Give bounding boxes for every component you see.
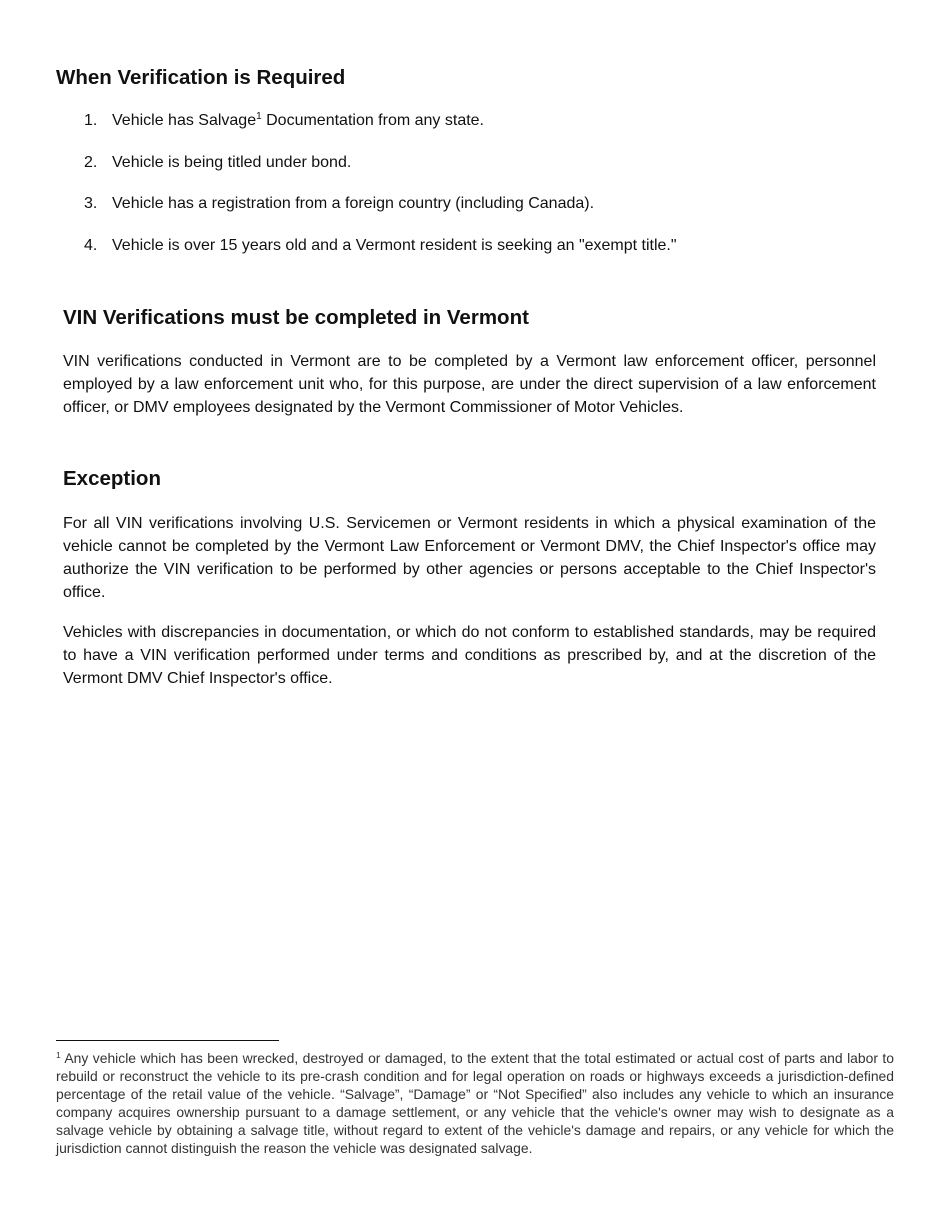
list-number: 3.	[84, 195, 98, 212]
paragraph-vermont-verifications: VIN verifications conducted in Vermont are to be completed by a Vermont law enforcement officer, personnel employed by a law enforcement unit who, for this purpose, are under the direct supervision of a law enforcement officer, or DMV employees designated by the Vermont Commissioner of Motor Vehicles.	[63, 353, 876, 416]
footnote	[56, 1049, 894, 1157]
paragraph-exception-discrepancies: Vehicles with discrepancies in documentation, or which do not conform to established standards, may be required to have a VIN verification performed under terms and conditions as prescribed by, and at the discretion of the Vermont DMV Chief Inspector's office.	[63, 624, 876, 687]
heading-vin-verifications-vermont: VIN Verifications must be completed in Vermont	[63, 306, 529, 329]
list-item-text: Vehicle has a registration from a foreign country (including Canada).	[112, 195, 595, 212]
list-number: 2.	[84, 153, 98, 171]
list-number: 1.	[84, 112, 98, 129]
heading-when-verification-required: When Verification is Required	[56, 66, 346, 89]
footnote-reference: 1	[256, 111, 262, 122]
list-item-text: Vehicle is being titled under bond.	[112, 153, 352, 171]
list-number: 4.	[84, 236, 98, 254]
paragraph-exception-servicemen: For all VIN verifications involving U.S. Servicemen or Vermont residents in which a physical examination of the vehicle cannot be completed by the Vermont Law Enforcement or Vermont DMV, the Chief Inspector's office may authorize the VIN verification to be performed by other agencies or persons acceptable to the Chief Inspector's office.	[63, 515, 876, 601]
list-item-text: Vehicle is over 15 years old and a Vermont resident is seeking an "exempt title."	[112, 236, 677, 254]
footnote-marker: 1	[56, 1050, 61, 1060]
footnote-text: Any vehicle which has been wrecked, destroyed or damaged, to the extent that the total estimated or actual cost of parts and labor to rebuild or reconstruct the vehicle to its pre-crash condition and for legal operation on roads or highways exceeds a jurisdiction-defined percentage of the retail value of the vehicle. “Salvage”, “Damage” or “Not Specified” also includes any vehicle to which an insurance company acquires ownership pursuant to a damage settlement, or any vehicle that the vehicle's owner may wish to designate as a salvage vehicle by obtaining a salvage title, without regard to extent of the vehicle's damage and repairs, or any vehicle for which the jurisdiction cannot distinguish the reason the vehicle was designated salvage.	[56, 1050, 894, 1156]
list-item-text-continued: Documentation from any state.	[261, 112, 484, 129]
footnote-divider	[56, 1040, 279, 1041]
heading-exception: Exception	[63, 467, 161, 490]
list-item-text: Vehicle has Salvage	[112, 112, 257, 129]
